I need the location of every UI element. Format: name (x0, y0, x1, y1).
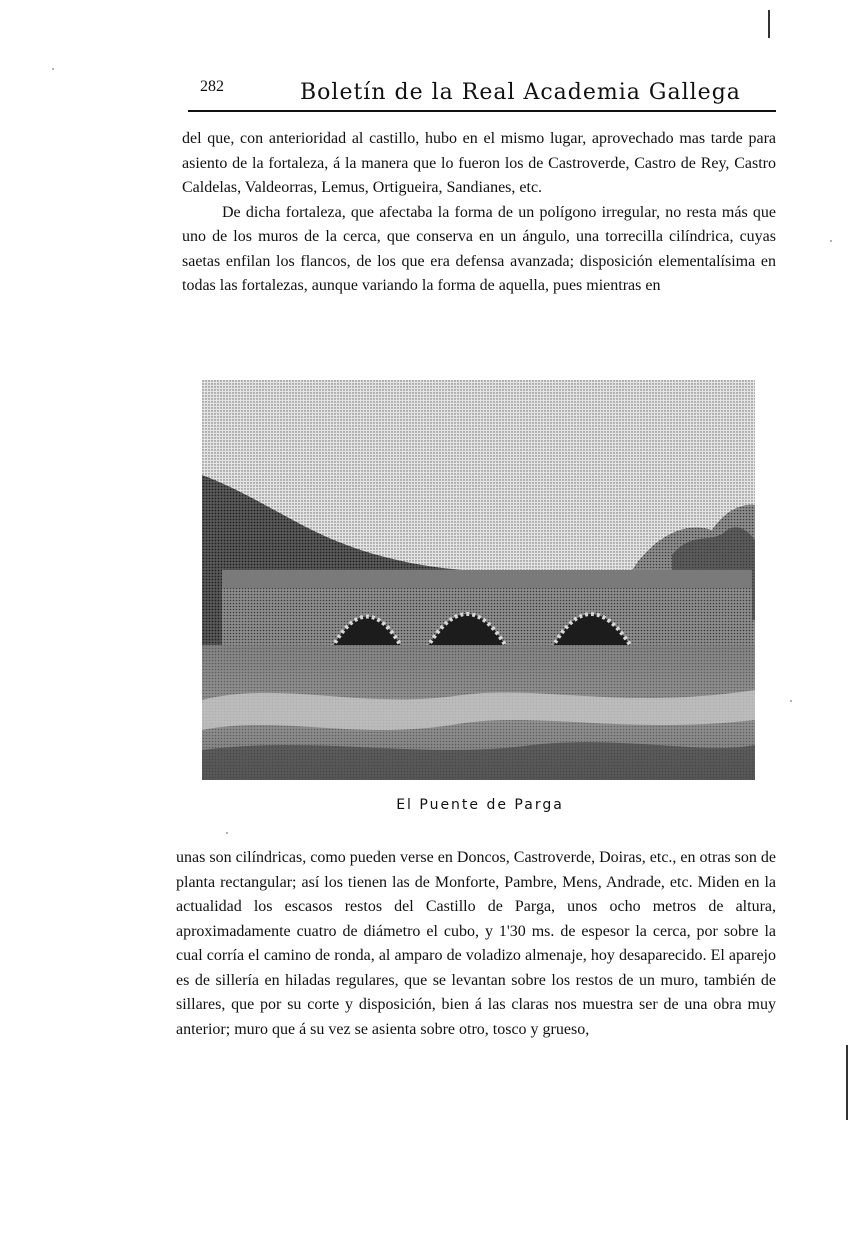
bridge-deck (222, 570, 752, 590)
bridge-photograph (202, 380, 755, 780)
scan-mark (768, 10, 770, 38)
page-number: 282 (200, 78, 224, 95)
body-text-bottom (176, 846, 776, 1042)
scan-speck (52, 68, 54, 70)
paragraph: del que, con anterioridad al castillo, hubo en el mismo lugar, aprovechado mas tarde para asiento de la fortaleza, á la manera que lo fueron los de Castroverde, Castro de Rey, Castro Caldelas, Valdeorras, Lemus, Ortigueira, Sandianes, etc. (182, 130, 776, 196)
scan-speck (226, 832, 228, 834)
header-rule (188, 110, 776, 112)
running-title: Boletín de la Real Academia Gallega (300, 80, 741, 105)
scan-speck (830, 240, 832, 242)
paragraph: De dicha fortaleza, que afectaba la forma de un polígono irregular, no resta más que uno de los muros de la cerca, que conserva en un ángulo, una torrecilla cilíndrica, cuyas saetas enfilan los flancos, de los que era defensa avanzada; disposición elementalísima en todas las fortalezas, aunque variando la forma de aquella, pues mientras en (182, 203, 776, 294)
scan-speck (790, 700, 792, 702)
figure-caption: El Puente de Parga (396, 797, 564, 813)
scan-mark (846, 1045, 848, 1120)
body-text-top (182, 127, 776, 299)
paragraph: unas son cilíndricas, como pueden verse en Doncos, Castroverde, Doiras, etc., en otras son de planta rectangular; así los tienen las de Monforte, Pambre, Mens, Andrade, etc. Miden en la actualidad los escasos restos del Castillo de Parga, unos ocho metros de altura, aproximadamente cuatro de diámetro el cubo, y 1'30 ms. de espesor la cerca, por sobre la cual corría el camino de ronda, al amparo de voladizo almenaje, hoy desaparecido. El aparejo es de sillería en hiladas regulares, que se levantan sobre los restos de un muro, también de sillares, que por su corte y disposición, bien á las claras nos muestra ser de una obra muy anterior; muro que á su vez se asienta sobre otro, tosco y grueso, (176, 849, 776, 1038)
